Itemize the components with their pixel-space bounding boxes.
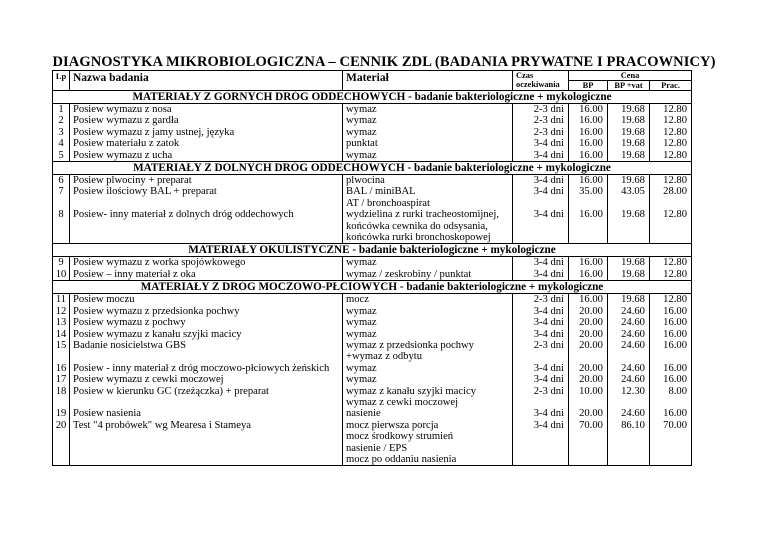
row-prac: 12.80 xyxy=(649,127,691,138)
row-material xyxy=(343,257,513,269)
row-prac: 12.80 xyxy=(649,104,691,116)
row-material xyxy=(343,104,513,116)
row-bpvat: 19.68 xyxy=(607,257,649,269)
table-row xyxy=(53,386,692,409)
row-bpvat: 19.68 xyxy=(607,269,649,281)
row-bpvat: 24.60 xyxy=(607,317,649,328)
row-name: Posiew materiału z zatok xyxy=(70,138,343,149)
row-name: Posiew wymazu z pochwy xyxy=(70,317,343,328)
header-bp: BP xyxy=(569,81,608,90)
row-material xyxy=(343,294,513,306)
row-bpvat: 24.60 xyxy=(607,408,649,419)
row-prac: 8.00 xyxy=(649,386,691,409)
material-line: nasienie / EPS xyxy=(346,442,408,454)
row-material xyxy=(343,306,513,317)
row-lp: 9 xyxy=(53,257,70,269)
material-line: wymaz xyxy=(346,126,377,138)
table-header xyxy=(53,71,692,91)
header-bpvat: BP +vat xyxy=(608,81,650,90)
material-line: wymaz xyxy=(346,257,377,269)
row-prac: 28.00 xyxy=(649,186,691,209)
row-prac: 16.00 xyxy=(649,317,691,328)
table-row xyxy=(53,306,692,317)
table-row xyxy=(53,209,692,244)
row-material xyxy=(343,420,513,466)
row-bp: 20.00 xyxy=(569,317,608,328)
page-title: DIAGNOSTYKA MIKROBIOLOGICZNA – CENNIK ZDL (BADANIA PRYWATNE I PRACOWNICY) xyxy=(52,54,716,70)
row-bpvat: 12.30 xyxy=(607,386,649,409)
material-line: wymaz xyxy=(346,115,377,127)
row-time: 2-3 dni xyxy=(513,115,569,126)
section-title: MATERIAŁY Z GÓRNYCH DRÓG ODDECHOWYCH - badanie bakteriologiczne + mykologiczne xyxy=(53,91,692,104)
row-bp: 16.00 xyxy=(569,127,608,138)
row-bpvat: 24.60 xyxy=(607,363,649,374)
material-line: wymaz xyxy=(346,328,377,340)
row-prac: 16.00 xyxy=(649,329,691,340)
row-name: Posiew wymazu z jamy ustnej, języka xyxy=(70,127,343,138)
row-prac: 12.80 xyxy=(649,294,691,306)
table-row xyxy=(53,294,692,306)
row-name: Posiew wymazu z przedsionka pochwy xyxy=(70,306,343,317)
material-line: wymaz xyxy=(346,149,377,161)
table-row xyxy=(53,317,692,328)
row-bpvat: 24.60 xyxy=(607,306,649,317)
row-name: Posiew w kierunku GC (rzeżączka) + preparat xyxy=(70,386,343,409)
material-line: mocz xyxy=(346,294,369,306)
row-prac: 16.00 xyxy=(649,306,691,317)
row-bp: 20.00 xyxy=(569,329,608,340)
section-header xyxy=(53,162,692,175)
row-name: Posiew wymazu z kanału szyjki macicy xyxy=(70,329,343,340)
row-material xyxy=(343,115,513,126)
row-bp: 16.00 xyxy=(569,175,608,187)
row-lp: 5 xyxy=(53,150,70,162)
row-lp: 19 xyxy=(53,408,70,419)
row-time: 2-3 dni xyxy=(513,104,569,116)
row-time: 3-4 dni xyxy=(513,269,569,281)
row-time: 3-4 dni xyxy=(513,175,569,187)
row-name: Posiew plwociny + preparat xyxy=(70,175,343,187)
row-time: 3-4 dni xyxy=(513,138,569,149)
row-bp: 16.00 xyxy=(569,138,608,149)
table-row xyxy=(53,408,692,419)
material-line: BAL / miniBAL xyxy=(346,186,416,198)
table-row xyxy=(53,186,692,209)
row-name: Posiew – inny materiał z oka xyxy=(70,269,343,281)
row-bpvat: 19.68 xyxy=(607,115,649,126)
row-bp: 20.00 xyxy=(569,306,608,317)
row-name: Test "4 probówek" wg Mearesa i Stameya xyxy=(70,420,343,466)
row-time: 3-4 dni xyxy=(513,306,569,317)
table-row xyxy=(53,127,692,138)
row-bpvat: 19.68 xyxy=(607,104,649,116)
row-lp: 17 xyxy=(53,374,70,385)
row-lp: 16 xyxy=(53,363,70,374)
row-time: 2-3 dni xyxy=(513,294,569,306)
price-table xyxy=(52,70,692,466)
section-header xyxy=(53,244,692,257)
table-row xyxy=(53,175,692,187)
row-bp: 16.00 xyxy=(569,104,608,116)
material-line: wymaz xyxy=(346,362,377,374)
header-prac: Prac. xyxy=(661,81,680,90)
material-line: mocz środkowy strumień xyxy=(346,431,454,443)
section-header xyxy=(53,281,692,294)
row-lp: 10 xyxy=(53,269,70,281)
row-name: Posiew wymazu z nosa xyxy=(70,104,343,116)
row-name: Posiew - inny materiał z dróg moczowo-płciowych żeńskich xyxy=(70,363,343,374)
row-bp: 16.00 xyxy=(569,209,608,244)
row-bp: 10.00 xyxy=(569,386,608,409)
row-time: 2-3 dni xyxy=(513,340,569,363)
material-line: plwocina xyxy=(346,175,385,187)
row-bp: 16.00 xyxy=(569,269,608,281)
row-name: Badanie nosicielstwa GBS xyxy=(70,340,343,363)
table-row xyxy=(53,374,692,385)
header-lp: Lp xyxy=(53,71,70,91)
material-line: wymaz xyxy=(346,104,377,115)
table-row xyxy=(53,150,692,162)
section-title: MATERIAŁY OKULISTYCZNE - badanie bakteriologiczne + mykologiczne xyxy=(53,244,692,257)
material-line: nasienie xyxy=(346,408,381,420)
material-line: końcówka rurki bronchoskopowej xyxy=(346,232,491,244)
material-line: wymaz xyxy=(346,374,377,386)
row-bpvat: 24.60 xyxy=(607,329,649,340)
row-lp: 20 xyxy=(53,420,70,466)
row-material xyxy=(343,386,513,409)
row-lp: 4 xyxy=(53,138,70,149)
header-name: Nazwa badania xyxy=(70,71,343,91)
material-line: wymaz / zeskrobiny / punktat xyxy=(346,268,472,280)
material-line: mocz pierwsza porcja xyxy=(346,419,439,431)
section-title: MATERIAŁY Z DOLNYCH DRÓG ODDECHOWYCH - badanie bakteriologiczne + mykologiczne xyxy=(53,162,692,175)
material-line: punktat xyxy=(346,138,378,150)
material-line: wymaz z przedsionka pochwy xyxy=(346,339,474,351)
row-material xyxy=(343,408,513,419)
row-material xyxy=(343,175,513,187)
row-name: Posiew wymazu z cewki moczowej xyxy=(70,374,343,385)
header-price-label: Cena xyxy=(569,71,691,81)
row-lp: 7 xyxy=(53,186,70,209)
table-row xyxy=(53,257,692,269)
row-prac: 12.80 xyxy=(649,209,691,244)
header-time: Czas oczekiwania xyxy=(513,71,569,91)
row-material xyxy=(343,209,513,244)
row-bpvat: 43.05 xyxy=(607,186,649,209)
row-name: Posiew wymazu z ucha xyxy=(70,150,343,162)
row-bp: 16.00 xyxy=(569,257,608,269)
row-material xyxy=(343,317,513,328)
table-row xyxy=(53,329,692,340)
row-lp: 6 xyxy=(53,175,70,187)
row-prac: 12.80 xyxy=(649,269,691,281)
row-time: 2-3 dni xyxy=(513,127,569,138)
row-bp: 35.00 xyxy=(569,186,608,209)
material-line: wymaz z kanału szyjki macicy xyxy=(346,385,477,397)
row-bp: 20.00 xyxy=(569,408,608,419)
row-time: 3-4 dni xyxy=(513,363,569,374)
row-bp: 20.00 xyxy=(569,374,608,385)
row-material xyxy=(343,374,513,385)
row-bp: 16.00 xyxy=(569,115,608,126)
material-line: +wymaz z odbytu xyxy=(346,351,422,363)
row-bp: 16.00 xyxy=(569,294,608,306)
row-bpvat: 19.68 xyxy=(607,138,649,149)
row-bpvat: 19.68 xyxy=(607,150,649,162)
row-name: Posiew wymazu z gardła xyxy=(70,115,343,126)
row-material xyxy=(343,340,513,363)
row-time: 3-4 dni xyxy=(513,186,569,209)
row-lp: 1 xyxy=(53,104,70,116)
row-lp: 8 xyxy=(53,209,70,244)
row-bpvat: 86.10 xyxy=(607,420,649,466)
row-lp: 18 xyxy=(53,386,70,409)
row-prac: 16.00 xyxy=(649,374,691,385)
row-time: 3-4 dni xyxy=(513,420,569,466)
row-prac: 12.80 xyxy=(649,257,691,269)
row-prac: 16.00 xyxy=(649,363,691,374)
row-time: 3-4 dni xyxy=(513,209,569,244)
row-lp: 14 xyxy=(53,329,70,340)
section-header xyxy=(53,91,692,104)
row-material xyxy=(343,127,513,138)
row-prac: 12.80 xyxy=(649,138,691,149)
row-lp: 3 xyxy=(53,127,70,138)
row-name: Posiew moczu xyxy=(70,294,343,306)
row-material xyxy=(343,329,513,340)
row-prac: 12.80 xyxy=(649,150,691,162)
row-name: Posiew wymazu z worka spojówkowego xyxy=(70,257,343,269)
row-lp: 13 xyxy=(53,317,70,328)
row-time: 3-4 dni xyxy=(513,257,569,269)
material-line: końcówka cewnika do odsysania, xyxy=(346,220,488,232)
material-line: AT / bronchoaspirat xyxy=(346,197,430,209)
row-lp: 2 xyxy=(53,115,70,126)
row-bpvat: 19.68 xyxy=(607,175,649,187)
section-title: MATERIAŁY Z DRÓG MOCZOWO-PŁCIOWYCH - badanie bakteriologiczne + mykologiczne xyxy=(53,281,692,294)
row-bpvat: 19.68 xyxy=(607,294,649,306)
row-time: 3-4 dni xyxy=(513,408,569,419)
row-prac: 16.00 xyxy=(649,408,691,419)
row-material xyxy=(343,138,513,149)
row-material xyxy=(343,150,513,162)
header-price xyxy=(569,71,692,91)
row-name: Posiew- inny materiał z dolnych dróg oddechowych xyxy=(70,209,343,244)
row-lp: 11 xyxy=(53,294,70,306)
table-row xyxy=(53,138,692,149)
row-prac: 12.80 xyxy=(649,115,691,126)
table-row xyxy=(53,420,692,466)
row-bp: 20.00 xyxy=(569,340,608,363)
table-row xyxy=(53,269,692,281)
row-bpvat: 24.60 xyxy=(607,340,649,363)
row-time: 3-4 dni xyxy=(513,150,569,162)
row-bp: 16.00 xyxy=(569,150,608,162)
row-time: 3-4 dni xyxy=(513,329,569,340)
material-line: mocz po oddaniu nasienia xyxy=(346,453,457,465)
row-time: 3-4 dni xyxy=(513,374,569,385)
table-row xyxy=(53,115,692,126)
material-line: wymaz z cewki moczowej xyxy=(346,396,459,408)
row-prac: 12.80 xyxy=(649,175,691,187)
material-line: wydzielina z rurki tracheostomijnej, xyxy=(346,209,499,221)
row-name: Posiew nasienia xyxy=(70,408,343,419)
row-time: 2-3 dni xyxy=(513,386,569,409)
row-prac: 70.00 xyxy=(649,420,691,466)
row-bpvat: 19.68 xyxy=(607,127,649,138)
row-lp: 12 xyxy=(53,306,70,317)
header-material: Materiał xyxy=(343,71,513,91)
row-bpvat: 24.60 xyxy=(607,374,649,385)
row-bp: 70.00 xyxy=(569,420,608,466)
row-prac: 16.00 xyxy=(649,340,691,363)
row-bp: 20.00 xyxy=(569,363,608,374)
table-row xyxy=(53,104,692,116)
row-bpvat: 19.68 xyxy=(607,209,649,244)
table-row xyxy=(53,340,692,363)
row-name: Posiew ilościowy BAL + preparat xyxy=(70,186,343,209)
row-lp: 15 xyxy=(53,340,70,363)
table-row xyxy=(53,363,692,374)
material-line: wymaz xyxy=(346,317,377,329)
row-material xyxy=(343,269,513,281)
row-material xyxy=(343,186,513,209)
row-material xyxy=(343,363,513,374)
material-line: wymaz xyxy=(346,305,377,317)
row-time: 3-4 dni xyxy=(513,317,569,328)
